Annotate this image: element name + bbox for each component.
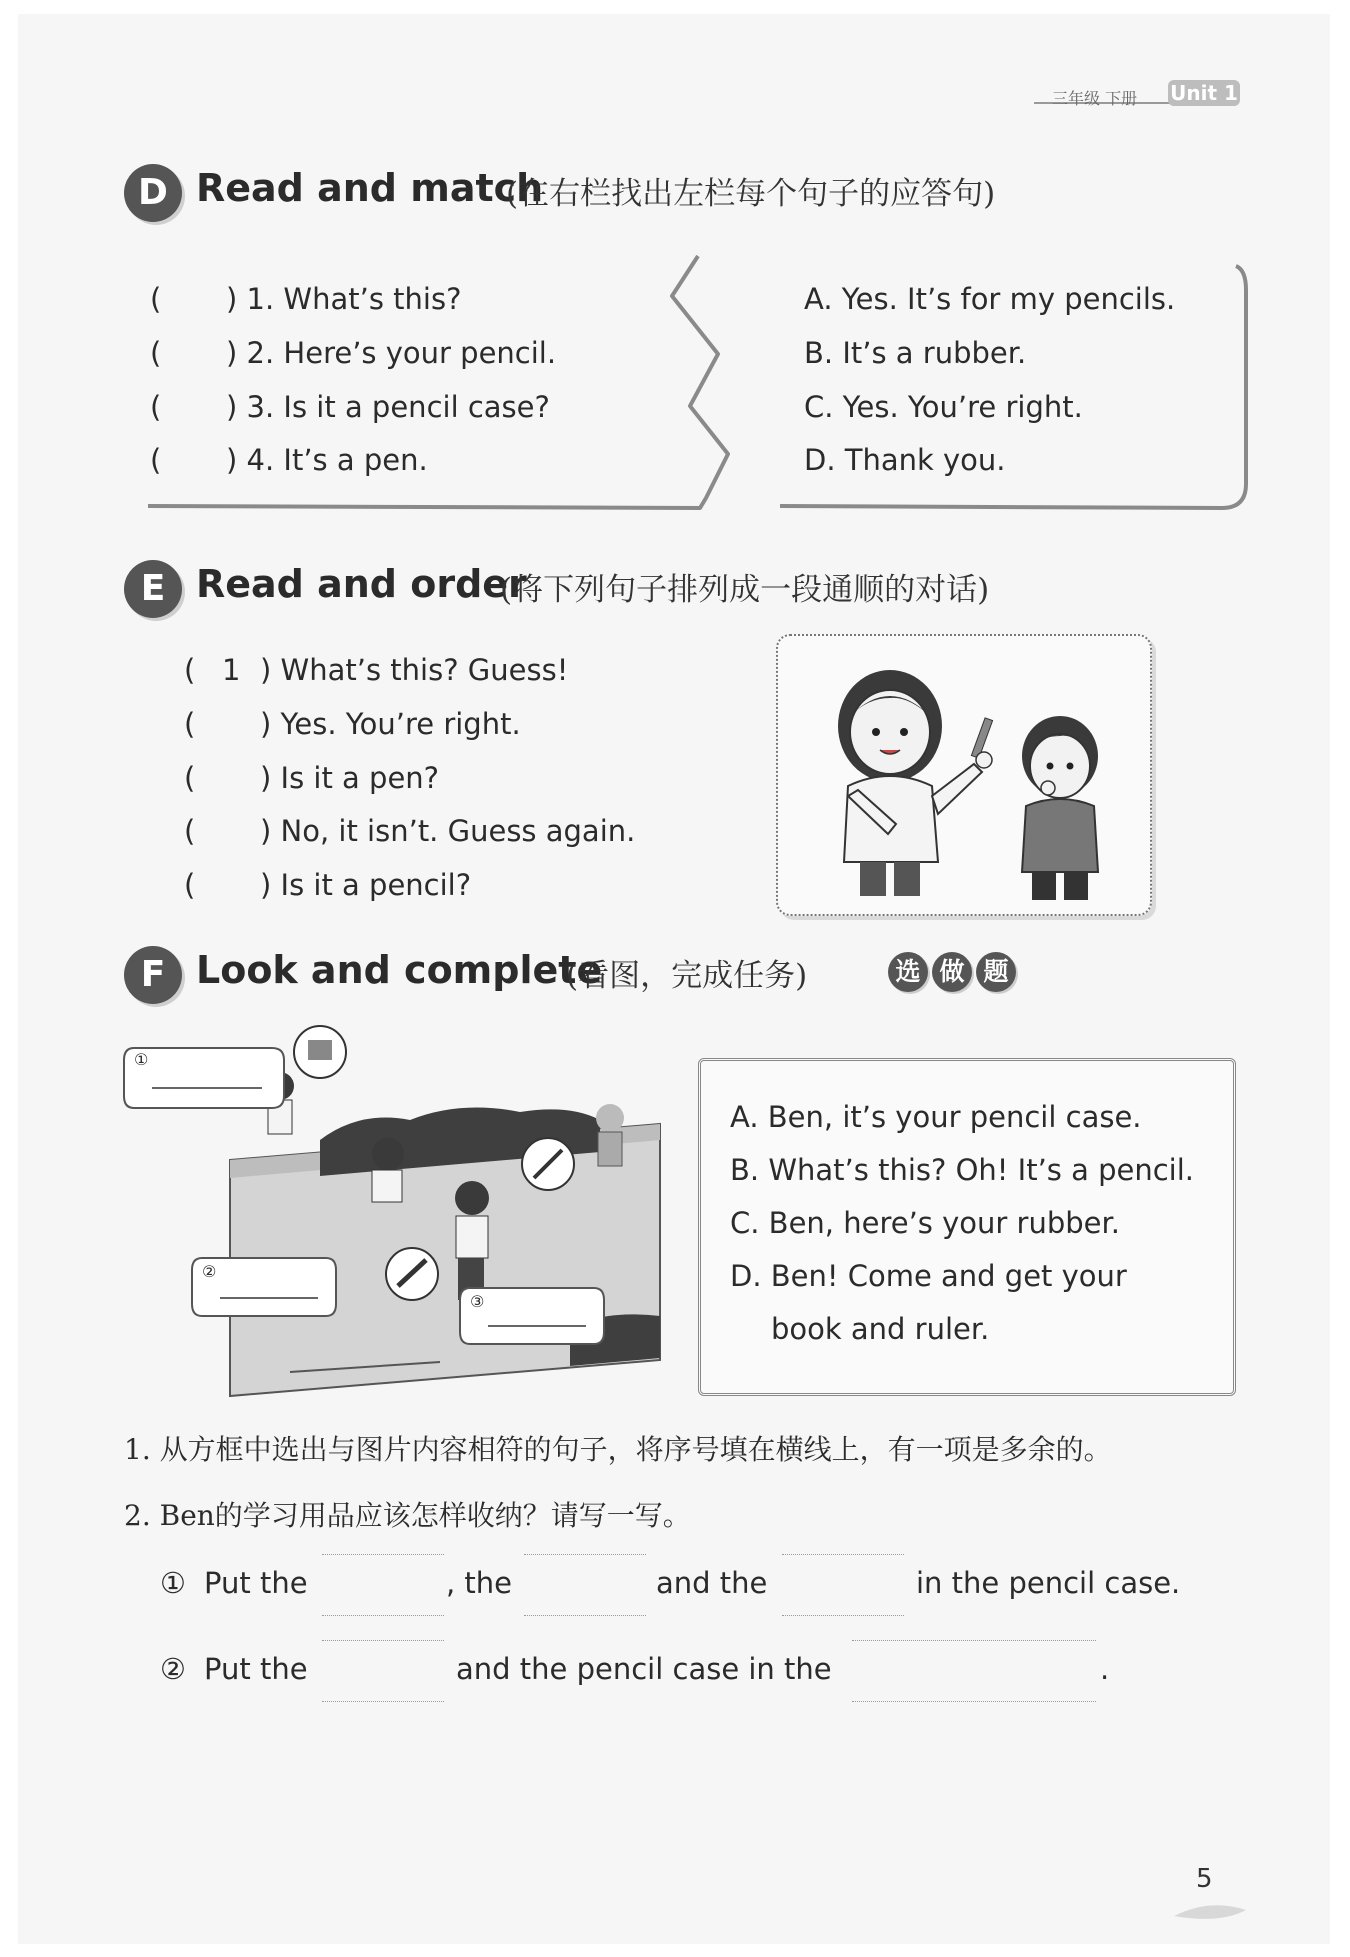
paren-d3: (: [150, 390, 162, 424]
optional-task-label: [888, 952, 1020, 992]
q2-text-c: .: [1100, 1652, 1110, 1686]
option-a: A. Ben, it’s your pencil case.: [730, 1100, 1142, 1134]
paren-d2: (: [150, 336, 162, 370]
match-left-1: ) 1. What’s this?: [226, 282, 462, 316]
paren-e2: (: [184, 707, 196, 741]
match-left-4: ) 4. It’s a pen.: [226, 443, 428, 477]
q2-blank-1[interactable]: [322, 1640, 444, 1702]
q1-text-a: Put the: [204, 1566, 308, 1600]
task-2-instruction: 2. Ben的学习用品应该怎样收纳？请写一写。: [124, 1499, 691, 1532]
order-line-4: ) No, it isn’t. Guess again.: [260, 814, 636, 848]
q1-number: ①: [160, 1566, 186, 1600]
q1-blank-2[interactable]: [524, 1554, 646, 1616]
match-right-b: B. It’s a rubber.: [804, 336, 1027, 370]
section-f-badge: F: [124, 946, 182, 1004]
optional-char-1: 选: [888, 952, 928, 992]
section-d-badge: D: [124, 164, 182, 222]
paren-e5: (: [184, 868, 196, 902]
order-line-3: ) Is it a pen?: [260, 761, 440, 795]
section-e-title: Read and order: [196, 562, 527, 606]
paren-d1: (: [150, 282, 162, 316]
order-line-5: ) Is it a pencil?: [260, 868, 472, 902]
option-d-cont: book and ruler.: [771, 1312, 990, 1346]
section-d-title: Read and match: [196, 166, 544, 210]
section-e-instruction: (将下列句子排列成一段通顺的对话): [500, 572, 990, 608]
q1-blank-3[interactable]: [782, 1554, 904, 1616]
option-b: B. What’s this? Oh! It’s a pencil.: [730, 1153, 1195, 1187]
match-right-c: C. Yes. You’re right.: [804, 390, 1083, 424]
section-f-title: Look and complete: [196, 948, 603, 992]
optional-char-3: 题: [976, 952, 1016, 992]
q2-number: ②: [160, 1652, 186, 1686]
match-right-a: A. Yes. It’s for my pencils.: [804, 282, 1176, 316]
bubble-number-2: ②: [202, 1262, 217, 1281]
page-corner-decoration: [1170, 1896, 1250, 1926]
paren-e3: (: [184, 761, 196, 795]
paren-e1: (: [184, 653, 196, 687]
match-frame: [0, 0, 1350, 560]
kids-illustration-frame: [776, 634, 1152, 916]
task-1-instruction: 1. 从方框中选出与图片内容相符的句子，将序号填在横线上，有一项是多余的。: [124, 1433, 1112, 1466]
page-number: 5: [1196, 1864, 1213, 1894]
unit-badge: Unit 1: [1168, 80, 1240, 106]
option-c: C. Ben, here’s your rubber.: [730, 1206, 1120, 1240]
paren-d4: (: [150, 443, 162, 477]
q2-text-b: and the pencil case in the: [456, 1652, 832, 1686]
bubble-number-1: ①: [134, 1050, 149, 1069]
order-line-1: ) What’s this? Guess!: [260, 653, 569, 687]
kids-illustration: [778, 636, 1150, 914]
order-line-2: ) Yes. You’re right.: [260, 707, 521, 741]
section-f-instruction: (看图，完成任务): [566, 958, 808, 994]
grade-label: 三年级 下册: [1052, 89, 1138, 108]
q1-text-c: and the: [656, 1566, 768, 1600]
match-right-d: D. Thank you.: [804, 443, 1006, 477]
paren-e4: (: [184, 814, 196, 848]
match-left-3: ) 3. Is it a pencil case?: [226, 390, 550, 424]
q2-blank-2[interactable]: [852, 1640, 1096, 1702]
q1-text-d: in the pencil case.: [916, 1566, 1181, 1600]
section-e-badge: E: [124, 560, 182, 618]
q2-text-a: Put the: [204, 1652, 308, 1686]
option-d: D. Ben! Come and get your: [730, 1259, 1127, 1293]
optional-char-2: 做: [932, 952, 972, 992]
order-answer-1: 1: [222, 653, 241, 687]
q1-blank-1[interactable]: [322, 1554, 444, 1616]
section-d-instruction: (在右栏找出左栏每个句子的应答句): [506, 176, 996, 212]
bubble-number-3: ③: [470, 1292, 485, 1311]
match-left-2: ) 2. Here’s your pencil.: [226, 336, 557, 370]
q1-text-b: , the: [446, 1566, 513, 1600]
